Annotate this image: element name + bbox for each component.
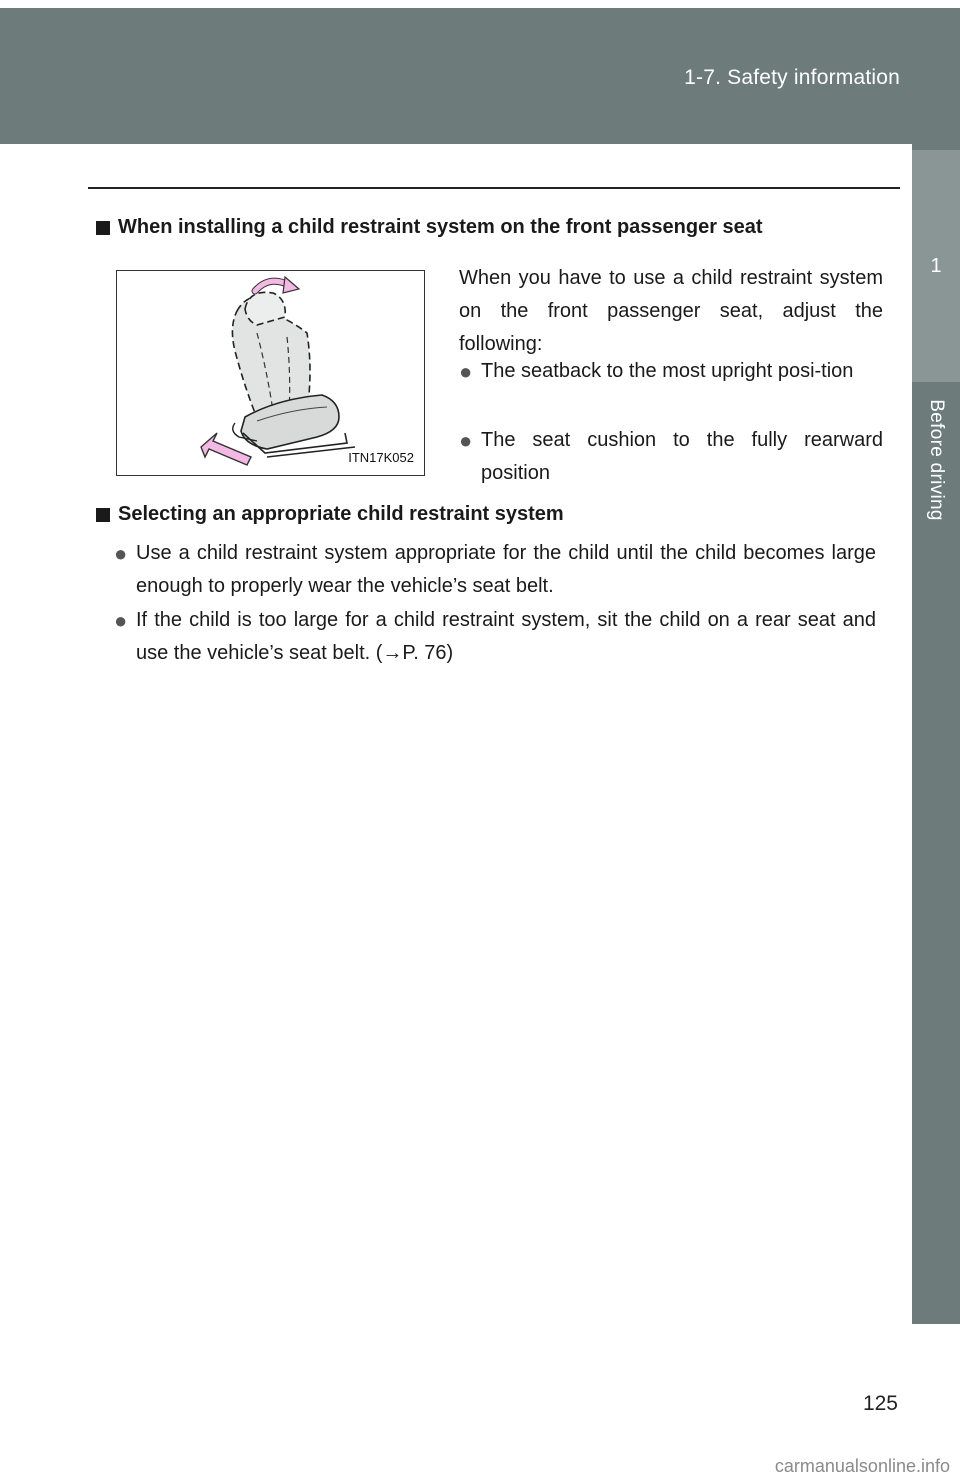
page-header xyxy=(0,8,960,144)
heading-text: Selecting an appropriate child restraint system xyxy=(118,503,564,525)
bullet-icon: ● xyxy=(459,428,473,453)
list-item-text: The seat cushion to the fully rearward position xyxy=(481,429,883,484)
square-bullet-icon xyxy=(96,508,110,522)
list-item xyxy=(114,604,876,670)
list-item xyxy=(459,355,883,388)
list-item xyxy=(459,424,883,490)
chapter-number: 1 xyxy=(912,150,960,382)
heading-text: When installing a child restraint system on the front passenger seat xyxy=(118,216,763,238)
list-item-text: If the child is too large for a child restraint system, sit the child on a rear seat and use the vehicle’s seat belt. (→P. 76) xyxy=(136,609,876,664)
bullet-icon: ● xyxy=(459,359,473,384)
section-heading-front-seat xyxy=(96,216,763,239)
seat-illustration xyxy=(116,270,425,476)
figure-code: ITN17K052 xyxy=(348,450,414,465)
horizontal-rule xyxy=(88,187,900,189)
seat-adjust-icon xyxy=(117,271,423,474)
intro-paragraph: When you have to use a child restraint system on the front passenger seat, adjust the following: xyxy=(459,267,883,355)
page-number: 125 xyxy=(862,1392,898,1415)
list-item xyxy=(114,537,876,603)
footer-watermark[interactable]: carmanualsonline.info xyxy=(774,1456,950,1476)
section-title: 1-7. Safety information xyxy=(684,66,900,89)
list-item-text: The seatback to the most upright posi-tion xyxy=(481,360,854,382)
list-item-text: Use a child restraint system appropriate for the child until the child becomes large enough to properly wear the vehicle’s seat belt. xyxy=(136,542,876,597)
bullet-icon: ● xyxy=(114,608,128,633)
square-bullet-icon xyxy=(96,221,110,235)
chapter-label: Before driving xyxy=(926,399,947,521)
section-heading-selecting xyxy=(96,503,564,526)
bullet-icon: ● xyxy=(114,541,128,566)
